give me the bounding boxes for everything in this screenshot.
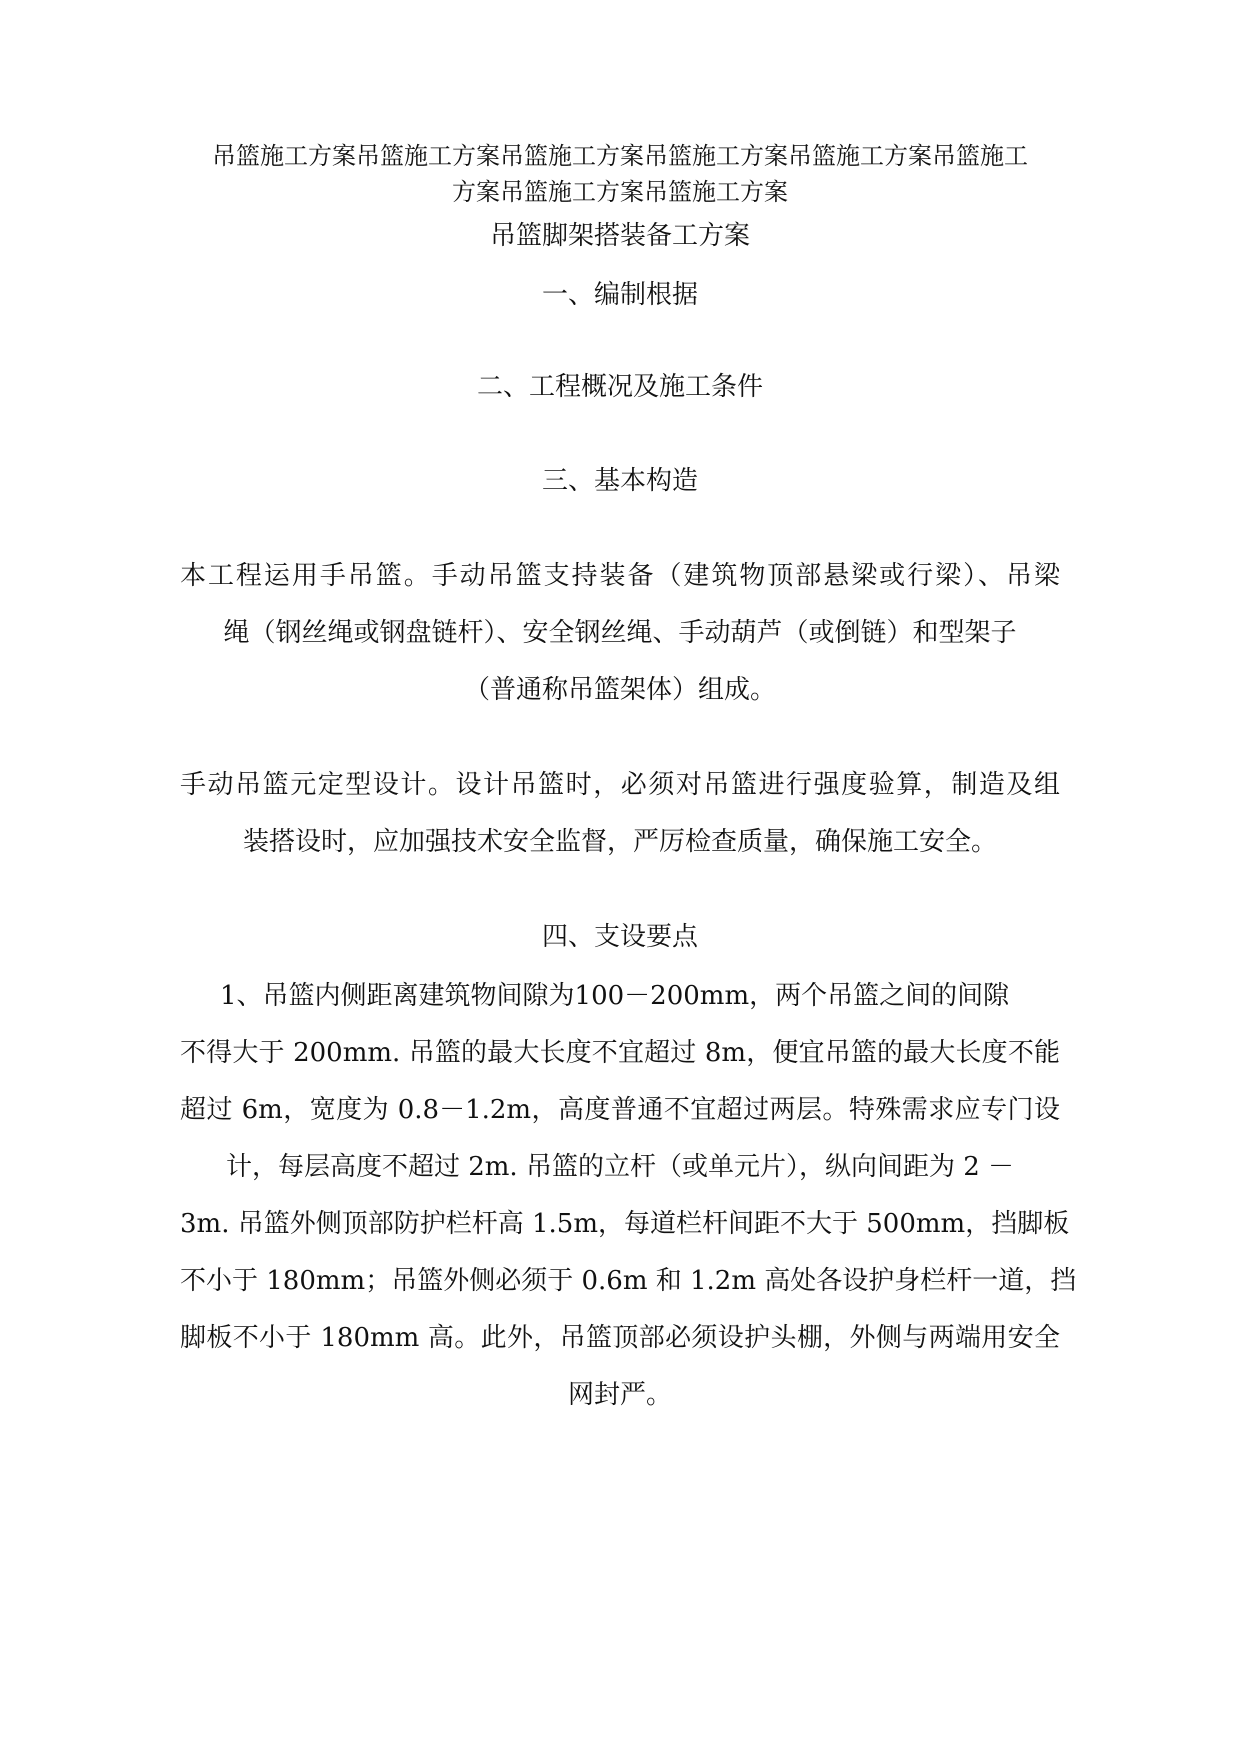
paragraph-points-line-4: 计，每层高度不超过 2m. 吊篮的立杆（或单元片），纵向间距为 2 －: [225, 1152, 1015, 1182]
paragraph-design-line-2: 装搭设时，应加强技术安全监督，严厉检查质量，确保施工安全。: [242, 827, 997, 857]
paragraph-structure-line-1: 本工程运用手吊篮。手动吊篮支持装备（建筑物顶部悬梁或行梁）、吊梁: [180, 561, 1060, 591]
section-heading-4: 四、支设要点: [541, 922, 698, 952]
paragraph-points-line-6: 不小于 180mm；吊篮外侧必须于 0.6m 和 1.2m 高处各设护身栏杆一道，挡: [180, 1266, 1077, 1296]
paragraph-points-line-2: 不得大于 200mm. 吊篮的最大长度不宜超过 8m，便宜吊篮的最大长度不能: [180, 1038, 1060, 1068]
paragraph-points-line-3: 超过 6m，宽度为 0.8－1.2m，高度普通不宜超过两层。特殊需求应专门设: [180, 1095, 1060, 1125]
paragraph-structure-line-3: （普通称吊篮架体）组成。: [463, 675, 776, 705]
paragraph-points-line-8: 网封严。: [567, 1380, 672, 1410]
paragraph-points-line-1: 1、吊篮内侧距离建筑物间隙为100－200mm，两个吊篮之间的间隙: [220, 981, 1010, 1011]
paragraph-design-line-1: 手动吊篮元定型设计。设计吊篮时，必须对吊篮进行强度验算，制造及组: [180, 770, 1060, 800]
paragraph-points-line-7: 脚板不小于 180mm 高。此外，吊篮顶部必须设护头棚，外侧与两端用安全: [180, 1323, 1060, 1353]
document-header-line-1: 吊篮施工方案吊篮施工方案吊篮施工方案吊篮施工方案吊篮施工方案吊篮施工: [212, 142, 1028, 170]
section-heading-2: 二、工程概况及施工条件: [476, 372, 763, 402]
section-heading-1: 一、编制根据: [541, 280, 698, 310]
document-subtitle: 吊篮脚架搭装备工方案: [489, 221, 750, 251]
document-header-line-2: 方案吊篮施工方案吊篮施工方案: [452, 178, 788, 206]
section-heading-3: 三、基本构造: [541, 466, 698, 496]
paragraph-points-line-5: 3m. 吊篮外侧顶部防护栏杆高 1.5m，每道栏杆间距不大于 500mm，挡脚板: [180, 1209, 1070, 1239]
paragraph-structure-line-2: 绳（钢丝绳或钢盘链杆）、安全钢丝绳、手动葫芦（或倒链）和型架子: [223, 618, 1017, 648]
